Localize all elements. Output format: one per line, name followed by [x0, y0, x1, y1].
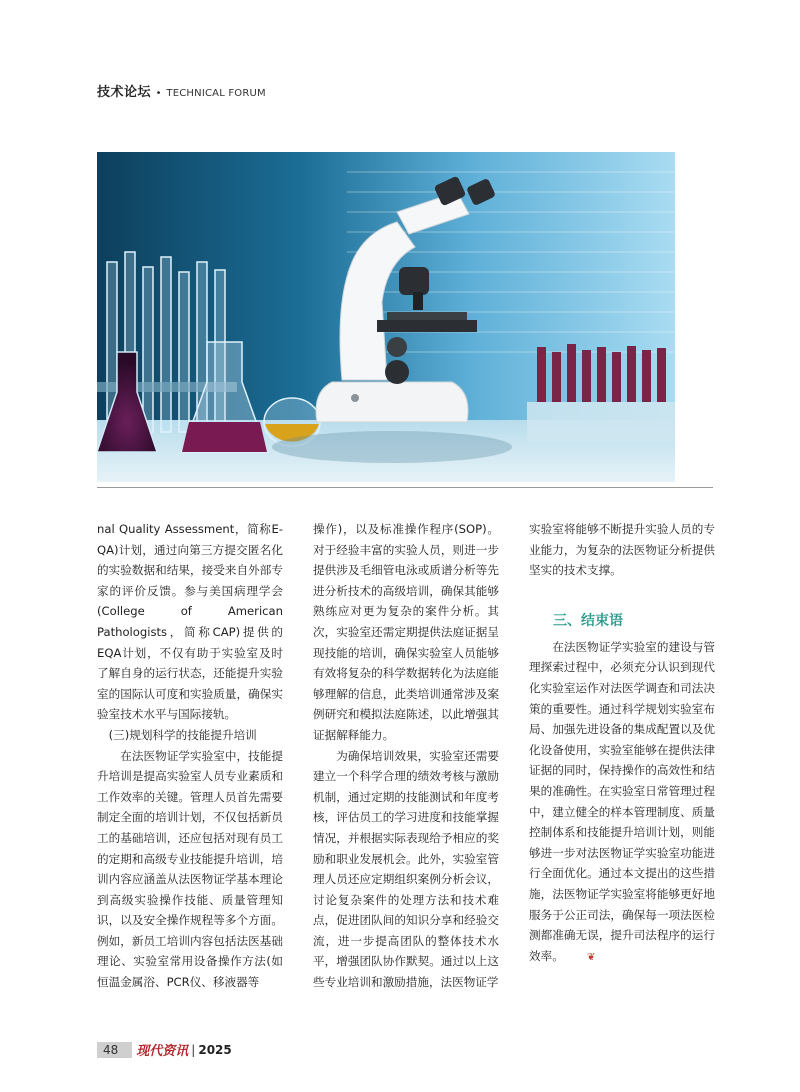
page-number: 48 — [97, 1042, 132, 1058]
lab-photo — [97, 152, 675, 482]
microscope-icon — [97, 152, 675, 482]
running-header — [97, 81, 266, 100]
page-footer — [97, 1040, 232, 1059]
col1-paragraph-2: 在法医物证学实验室中，技能提升培训是提高实验室人员专业素质和工作效率的关键。管理人员首先需要制定全面的培训计划，不仅包括新员工的基础培训，还应包括对现有员工的定期和高级专业技能提升培训，培训内容应涵盖从法医物证学基本理论到高级实验操作技能、质量管理知识，以及安全操作规程等多个方面。例如，新员工培训内容包括法医基础理论、实验室常用设备操作方法(如恒温金属浴、PCR仪、移液器等 — [97, 748, 283, 990]
column-1 — [97, 519, 283, 993]
issue-year: 2025 — [198, 1042, 232, 1057]
col2-paragraph-1: 操作)，以及标准操作程序(SOP)。对于经验丰富的实验人员，则进一步提供涉及毛细管电泳或质谱分析等先进分析技术的高级培训，确保其能够熟练应对更为复杂的案件分析。其次，实验室还需定期提供法庭证据呈现技能的培训，确保实验室人员能够有效将复杂的科学数据转化为法庭能够理解的信息，此类培训通常涉及案例研究和模拟法庭陈述，以此增强其证据解释能力。 — [313, 522, 499, 742]
col1-paragraph-1: nal Quality Assessment，简称E-QA)计划，通过向第三方提交匿名化的实验数据和结果，接受来自外部专家的评价反馈。参与美国病理学会(College of American Pathologists，简称CAP)提供的EQA计划，不仅有助于实验室及时了解自身的运行状态，还能提升实验室的国际认可度和实验质量，确保实验室技术水平与国际接轨。 — [97, 522, 283, 722]
header-column-name: 技术论坛 — [97, 85, 152, 100]
col2-paragraph-2: 为确保培训效果，实验室还需要建立一个科学合理的绩效考核与激励机制，通过定期的技能测试和年度考核，评估员工的学习进度和技能掌握情况，并根据实际表现给予相应的奖励和职业发展机会。此外，实验室管理人员还应定期组织案例分析会议，讨论复杂案件的处理方法和技术难点，促进团队间的知识分享和经验交流，进一步提高团队的整体技术水平，增强团队协作默契。通过以上这些专业培训和激励措施，法医物证学 — [313, 748, 499, 990]
header-english: TECHNICAL FORUM — [166, 88, 266, 99]
col3-paragraph-1: 实验室将能够不断提升实验人员的专业能力，为复杂的法医物证分析提供坚实的技术支撑。 — [529, 522, 715, 578]
column-3 — [529, 519, 715, 968]
col1-subheading: (三)规划科学的技能提升培训 — [108, 727, 257, 742]
end-mark-icon: ❦ — [586, 951, 596, 963]
footer-separator: | — [191, 1042, 196, 1057]
section-heading-conclusion: 三、结束语 — [553, 612, 623, 629]
column-2 — [313, 519, 499, 993]
header-separator: • — [155, 88, 162, 99]
col3-paragraph-2: 在法医物证学实验室的建设与管理探索过程中，必须充分认识到现代化实验室运作对法医学调查和司法决策的重要性。通过科学规划实验室布局、加强先进设备的集成配置以及优化设备使用，实验室能够在提供法律证据的同时，保持操作的高效性和结果的准确性。在实验室日常管理过程中，建立健全的样本管理制度、质量控制体系和技能提升培训计划，则能够进一步对法医物证学实验室功能进行全面优化。通过本文提出的这些措施，法医物证学实验室将能够更好地服务于公正司法，确保每一项法医检测都准确无误，提升司法程序的运行效率。 — [529, 639, 715, 963]
journal-name: 现代资讯 — [136, 1044, 189, 1059]
divider-line — [97, 487, 713, 488]
